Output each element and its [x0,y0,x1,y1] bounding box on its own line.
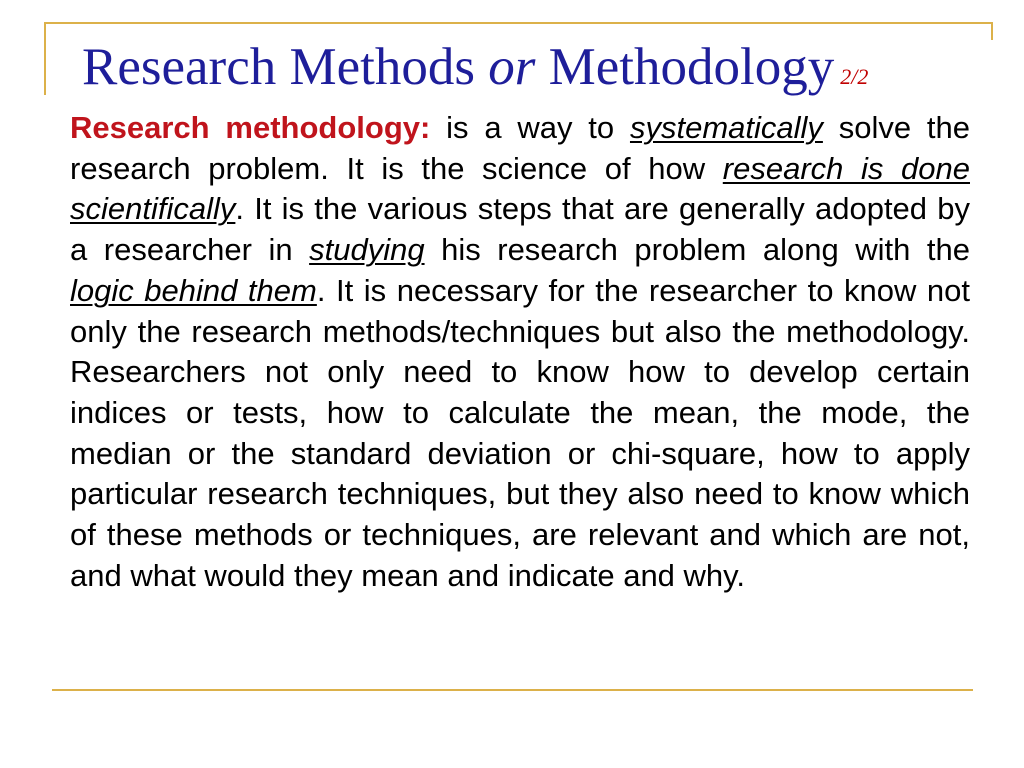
slide-page-number: 2/2 [840,64,869,89]
body-paragraph [70,108,970,596]
body-text-segment: solve the research problem. It is the science of how [70,110,970,186]
title-part-2: Methodology [548,38,835,96]
title-part-1: Research Methods [82,38,475,96]
body-text-segment: is a way to [430,110,630,145]
body-text-segment: . It is the various steps that are generally adopted by a researcher in [70,191,970,268]
body-text-segment: . It is necessary for the researcher to know not only the research methods/techniques but also the methodology. Researchers not only need to know how to develop certain indices or tests, how to calculate the mean, the mode, the median or the standard deviation or chi-square, how to apply particular research techniques, but they also need to know which of these methods or techniques, are relevant and which are not, and what would they mean and indicate and why. [70,272,970,593]
frame-top-rule [44,22,993,24]
title-connector: or [488,38,536,96]
frame-left-rule [44,22,46,95]
slide-title [82,38,869,96]
emphasized-term: research is done scientifically [70,150,970,227]
emphasized-term: systematically [629,110,823,145]
emphasized-term: studying [309,232,425,268]
emphasized-term: logic behind them [70,272,317,308]
body-text-segment: his research problem along with the [424,232,970,268]
frame-bottom-rule [52,689,973,691]
frame-right-rule [991,22,993,40]
lead-term: Research methodology: [70,110,431,145]
